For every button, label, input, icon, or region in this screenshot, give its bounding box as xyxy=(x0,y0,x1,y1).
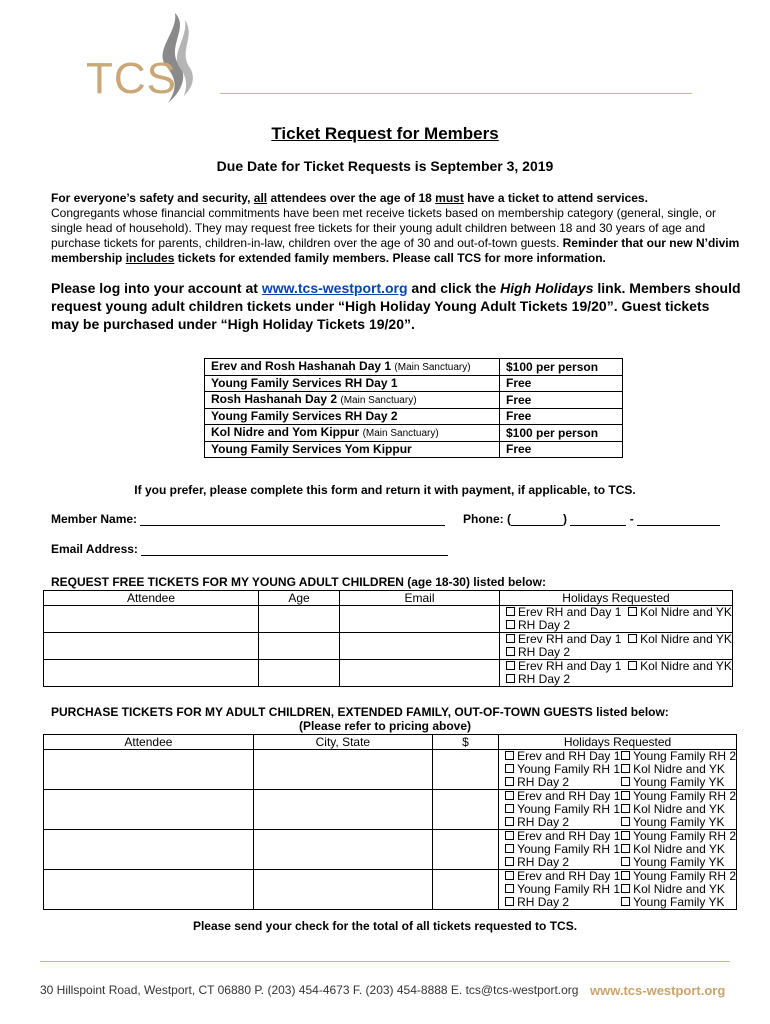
pricing-row xyxy=(205,392,623,409)
checkbox-label: RH Day 2 xyxy=(517,895,570,909)
intro-reminder-2: tickets for extended family members. Please call TCS for more information. xyxy=(174,251,606,265)
rh-day2-checkbox[interactable] xyxy=(505,855,569,869)
holidays-cell xyxy=(499,790,737,830)
checkbox-label: RH Day 2 xyxy=(517,855,570,869)
young-family-rh2-checkbox[interactable] xyxy=(621,869,736,883)
service-cell xyxy=(205,425,500,442)
phone-line-field[interactable] xyxy=(637,512,720,526)
checkbox-label: Erev RH and Day 1 xyxy=(518,659,622,673)
young-family-rh2-checkbox[interactable] xyxy=(621,829,736,843)
col-holidays: Holidays Requested xyxy=(500,591,733,606)
intro-all: all xyxy=(253,191,268,205)
amount-cell[interactable] xyxy=(432,830,498,870)
checkbox-icon[interactable] xyxy=(621,871,630,880)
email-address-field[interactable] xyxy=(141,542,448,556)
checkbox-icon[interactable] xyxy=(506,607,515,616)
purchase-tickets-subtitle: (Please refer to pricing above) xyxy=(298,719,472,733)
young-family-yk-checkbox[interactable] xyxy=(621,895,724,909)
login-instructions xyxy=(51,279,741,333)
table-row xyxy=(44,633,733,660)
col-city-state: City, State xyxy=(253,735,432,750)
checkbox-icon[interactable] xyxy=(505,751,514,760)
checkbox-label: Erev RH and Day 1 xyxy=(518,632,622,646)
kol-nidre-yk-checkbox[interactable] xyxy=(621,882,725,896)
service-note: (Main Sanctuary) xyxy=(394,362,471,373)
city-state-cell[interactable] xyxy=(253,750,432,790)
checkbox-icon[interactable] xyxy=(628,661,637,670)
col-holidays: Holidays Requested xyxy=(499,735,737,750)
checkbox-icon[interactable] xyxy=(505,884,514,893)
intro-must: must xyxy=(435,191,464,205)
checkbox-icon[interactable] xyxy=(506,620,515,629)
young-family-rh1-checkbox[interactable] xyxy=(505,762,620,776)
service-name: Young Family Services RH Day 1 xyxy=(211,376,398,390)
pricing-row xyxy=(205,442,623,458)
young-family-yk-checkbox[interactable] xyxy=(621,855,724,869)
rh-day2-checkbox[interactable] xyxy=(506,645,570,659)
checkbox-icon[interactable] xyxy=(505,804,514,813)
age-cell[interactable] xyxy=(259,606,340,633)
checkbox-icon[interactable] xyxy=(621,751,630,760)
rh-day2-checkbox[interactable] xyxy=(506,672,570,686)
phone-dash: - xyxy=(629,512,634,526)
email-row xyxy=(51,542,448,556)
checkbox-icon[interactable] xyxy=(505,857,514,866)
age-cell[interactable] xyxy=(259,633,340,660)
amount-cell[interactable] xyxy=(432,870,498,910)
service-note: (Main Sanctuary) xyxy=(362,428,439,439)
attendee-cell[interactable] xyxy=(44,750,254,790)
phone-area-code-field[interactable] xyxy=(511,512,563,526)
amount-cell[interactable] xyxy=(432,790,498,830)
checkbox-label: Young Family RH 2 xyxy=(633,789,736,803)
login-text-3: link. Members should request young adult children tickets under “High Holiday Young Adult Tickets 19/20”. Guest tickets may be purchased under “High Holiday Tickets 19/20”. xyxy=(51,280,741,332)
col-amount: $ xyxy=(432,735,498,750)
service-cell xyxy=(205,442,500,458)
checkbox-label: Young Family RH 1 xyxy=(517,762,620,776)
holidays-cell xyxy=(499,870,737,910)
checkbox-icon[interactable] xyxy=(621,857,630,866)
checkbox-icon[interactable] xyxy=(505,817,514,826)
checkbox-label: Young Family RH 1 xyxy=(517,882,620,896)
service-cell xyxy=(205,359,500,376)
checkbox-icon[interactable] xyxy=(505,764,514,773)
checkbox-label: Erev RH and Day 1 xyxy=(518,605,622,619)
intro-body: Congregants whose financial commitments have been met receive tickets based on membership category (general, single, or single head of household). They may request free tickets for their young adult children between 18 and 30 years of age and purchase tickets for parents, children-in-law, children over the age of 30 and out-of-town guests. xyxy=(51,206,717,250)
intro-includes: includes xyxy=(125,251,175,265)
pricing-row xyxy=(205,425,623,442)
website-link[interactable]: www.tcs-westport.org xyxy=(261,280,408,296)
checkbox-label: RH Day 2 xyxy=(517,775,570,789)
checkbox-icon[interactable] xyxy=(506,674,515,683)
checkbox-icon[interactable] xyxy=(505,777,514,786)
service-cell xyxy=(205,392,500,409)
intro-lead-2: attendees over the age of 18 xyxy=(267,191,436,205)
phone-prefix-field[interactable] xyxy=(570,512,626,526)
erev-rh-day1-checkbox[interactable] xyxy=(505,749,620,763)
kol-nidre-yk-checkbox[interactable] xyxy=(628,659,732,673)
city-state-cell[interactable] xyxy=(253,870,432,910)
checkbox-icon[interactable] xyxy=(506,634,515,643)
service-name: Young Family Services RH Day 2 xyxy=(211,409,398,423)
service-note: (Main Sanctuary) xyxy=(340,395,417,406)
logo-text: TCS xyxy=(86,54,177,103)
checkbox-icon[interactable] xyxy=(506,647,515,656)
checkbox-label: Young Family RH 2 xyxy=(633,829,736,843)
kol-nidre-yk-checkbox[interactable] xyxy=(621,842,725,856)
purchase-tickets-table xyxy=(43,734,737,910)
checkbox-label: Kol Nidre and YK xyxy=(633,882,725,896)
tcs-logo xyxy=(80,8,205,108)
email-cell[interactable] xyxy=(340,606,500,633)
checkbox-icon[interactable] xyxy=(621,791,630,800)
checkbox-icon[interactable] xyxy=(621,884,630,893)
kol-nidre-yk-checkbox[interactable] xyxy=(621,762,725,776)
erev-rh-day1-checkbox[interactable] xyxy=(506,605,621,619)
intro-paragraph xyxy=(51,191,741,266)
checkbox-label: Young Family RH 2 xyxy=(633,749,736,763)
attendee-cell[interactable] xyxy=(44,790,254,830)
attendee-cell[interactable] xyxy=(44,633,259,660)
rh-day2-checkbox[interactable] xyxy=(506,618,570,632)
checkbox-icon[interactable] xyxy=(628,634,637,643)
checkbox-label: Erev and RH Day 1 xyxy=(517,789,621,803)
checkbox-label: Young Family RH 2 xyxy=(633,869,736,883)
erev-rh-day1-checkbox[interactable] xyxy=(505,869,620,883)
phone-paren: ) xyxy=(563,512,567,526)
young-family-rh2-checkbox[interactable] xyxy=(621,789,736,803)
service-price: Free xyxy=(500,376,623,392)
pricing-row xyxy=(205,359,623,376)
email-cell[interactable] xyxy=(340,633,500,660)
service-price: $100 per person xyxy=(500,425,623,442)
footer-divider xyxy=(40,961,730,962)
holidays-cell xyxy=(499,830,737,870)
service-cell xyxy=(205,409,500,425)
pricing-table xyxy=(204,358,623,458)
city-state-cell[interactable] xyxy=(253,830,432,870)
col-attendee: Attendee xyxy=(44,591,259,606)
table-row xyxy=(44,606,733,633)
kol-nidre-yk-checkbox[interactable] xyxy=(628,605,732,619)
due-date: Due Date for Ticket Requests is September 3, 2019 xyxy=(216,158,554,174)
rh-day2-checkbox[interactable] xyxy=(505,775,569,789)
age-cell[interactable] xyxy=(259,660,340,687)
page-title: Ticket Request for Members xyxy=(271,124,499,143)
checkbox-label: Young Family RH 1 xyxy=(517,842,620,856)
attendee-cell[interactable] xyxy=(44,660,259,687)
young-family-yk-checkbox[interactable] xyxy=(621,815,724,829)
checkbox-label: Erev and RH Day 1 xyxy=(517,829,621,843)
checkbox-icon[interactable] xyxy=(628,607,637,616)
send-check-text: Please send your check for the total of all tickets requested to TCS. xyxy=(192,919,578,933)
erev-rh-day1-checkbox[interactable] xyxy=(506,659,621,673)
intro-lead-1: For everyone’s safety and security, xyxy=(51,191,254,205)
attendee-cell[interactable] xyxy=(44,830,254,870)
young-family-rh1-checkbox[interactable] xyxy=(505,802,620,816)
erev-rh-day1-checkbox[interactable] xyxy=(505,789,620,803)
checkbox-label: Young Family RH 1 xyxy=(517,802,620,816)
high-holidays-link-name: High Holidays xyxy=(500,280,594,296)
pricing-row xyxy=(205,409,623,425)
checkbox-label: Young Family YK xyxy=(633,855,725,869)
checkbox-label: RH Day 2 xyxy=(518,645,571,659)
attendee-cell[interactable] xyxy=(44,606,259,633)
header-divider xyxy=(220,93,692,94)
service-name: Rosh Hashanah Day 2 xyxy=(211,392,338,406)
checkbox-icon[interactable] xyxy=(505,844,514,853)
login-text-1: Please log into your account at xyxy=(51,280,262,296)
amount-cell[interactable] xyxy=(432,750,498,790)
email-label: Email Address: xyxy=(51,542,138,556)
service-name: Kol Nidre and Yom Kippur xyxy=(211,425,360,439)
kol-nidre-yk-checkbox[interactable] xyxy=(621,802,725,816)
checkbox-icon[interactable] xyxy=(505,831,514,840)
phone-label: Phone: ( xyxy=(463,512,511,526)
table-row xyxy=(44,660,733,687)
checkbox-label: Young Family YK xyxy=(633,815,725,829)
login-text-2: and click the xyxy=(407,280,501,296)
member-name-row xyxy=(51,512,445,526)
footer-website[interactable]: www.tcs-westport.org xyxy=(590,983,726,998)
young-family-rh1-checkbox[interactable] xyxy=(505,882,620,896)
table-row xyxy=(44,830,737,870)
holidays-cell xyxy=(500,606,733,633)
table-row xyxy=(44,790,737,830)
checkbox-label: Erev and RH Day 1 xyxy=(517,869,621,883)
checkbox-label: Kol Nidre and YK xyxy=(633,802,725,816)
young-family-rh1-checkbox[interactable] xyxy=(505,842,620,856)
free-tickets-table xyxy=(43,590,733,687)
kol-nidre-yk-checkbox[interactable] xyxy=(628,632,732,646)
checkbox-icon[interactable] xyxy=(505,871,514,880)
city-state-cell[interactable] xyxy=(253,790,432,830)
young-family-yk-checkbox[interactable] xyxy=(621,775,724,789)
holidays-cell xyxy=(500,660,733,687)
holidays-cell xyxy=(499,750,737,790)
checkbox-label: RH Day 2 xyxy=(518,672,571,686)
table-row xyxy=(44,750,737,790)
checkbox-icon[interactable] xyxy=(621,831,630,840)
checkbox-icon[interactable] xyxy=(621,817,630,826)
young-family-rh2-checkbox[interactable] xyxy=(621,749,736,763)
holidays-cell xyxy=(500,633,733,660)
checkbox-icon[interactable] xyxy=(621,844,630,853)
checkbox-label: RH Day 2 xyxy=(517,815,570,829)
col-email: Email xyxy=(340,591,500,606)
col-attendee: Attendee xyxy=(44,735,254,750)
service-price: Free xyxy=(500,392,623,409)
service-price: $100 per person xyxy=(500,359,623,376)
checkbox-label: Kol Nidre and YK xyxy=(640,605,732,619)
checkbox-icon[interactable] xyxy=(505,791,514,800)
checkbox-label: Kol Nidre and YK xyxy=(633,762,725,776)
checkbox-icon[interactable] xyxy=(505,897,514,906)
checkbox-label: Kol Nidre and YK xyxy=(640,659,732,673)
email-cell[interactable] xyxy=(340,660,500,687)
checkbox-label: Kol Nidre and YK xyxy=(633,842,725,856)
erev-rh-day1-checkbox[interactable] xyxy=(505,829,620,843)
rh-day2-checkbox[interactable] xyxy=(505,895,569,909)
service-price: Free xyxy=(500,409,623,425)
free-tickets-title: REQUEST FREE TICKETS FOR MY YOUNG ADULT CHILDREN (age 18-30) listed below: xyxy=(51,575,546,589)
service-cell xyxy=(205,376,500,392)
footer-address: 30 Hillspoint Road, Westport, CT 06880 P. (203) 454-4673 F. (203) 454-8888 E. tcs@tcs-westport.org xyxy=(40,983,579,997)
prefer-text: If you prefer, please complete this form and return it with payment, if applicable, to TCS. xyxy=(134,483,636,497)
service-name: Young Family Services Yom Kippur xyxy=(211,442,412,456)
intro-reminder-1: Reminder that our new N’divim membership xyxy=(51,236,740,265)
pricing-row xyxy=(205,376,623,392)
checkbox-icon[interactable] xyxy=(621,897,630,906)
table-row xyxy=(44,870,737,910)
purchase-tickets-title: PURCHASE TICKETS FOR MY ADULT CHILDREN, EXTENDED FAMILY, OUT-OF-TOWN GUESTS listed below: xyxy=(51,705,669,719)
checkbox-label: Young Family YK xyxy=(633,775,725,789)
rh-day2-checkbox[interactable] xyxy=(505,815,569,829)
erev-rh-day1-checkbox[interactable] xyxy=(506,632,621,646)
checkbox-label: Kol Nidre and YK xyxy=(640,632,732,646)
checkbox-icon[interactable] xyxy=(621,804,630,813)
intro-lead-3: have a ticket to attend services. xyxy=(463,191,648,205)
checkbox-icon[interactable] xyxy=(506,661,515,670)
member-name-field[interactable] xyxy=(140,512,445,526)
checkbox-label: Erev and RH Day 1 xyxy=(517,749,621,763)
service-name: Erev and Rosh Hashanah Day 1 xyxy=(211,359,392,373)
phone-row xyxy=(463,512,720,526)
member-name-label: Member Name: xyxy=(51,512,138,526)
checkbox-icon[interactable] xyxy=(621,777,630,786)
attendee-cell[interactable] xyxy=(44,870,254,910)
col-age: Age xyxy=(259,591,340,606)
checkbox-label: RH Day 2 xyxy=(518,618,571,632)
checkbox-label: Young Family YK xyxy=(633,895,725,909)
checkbox-icon[interactable] xyxy=(621,764,630,773)
service-price: Free xyxy=(500,442,623,458)
